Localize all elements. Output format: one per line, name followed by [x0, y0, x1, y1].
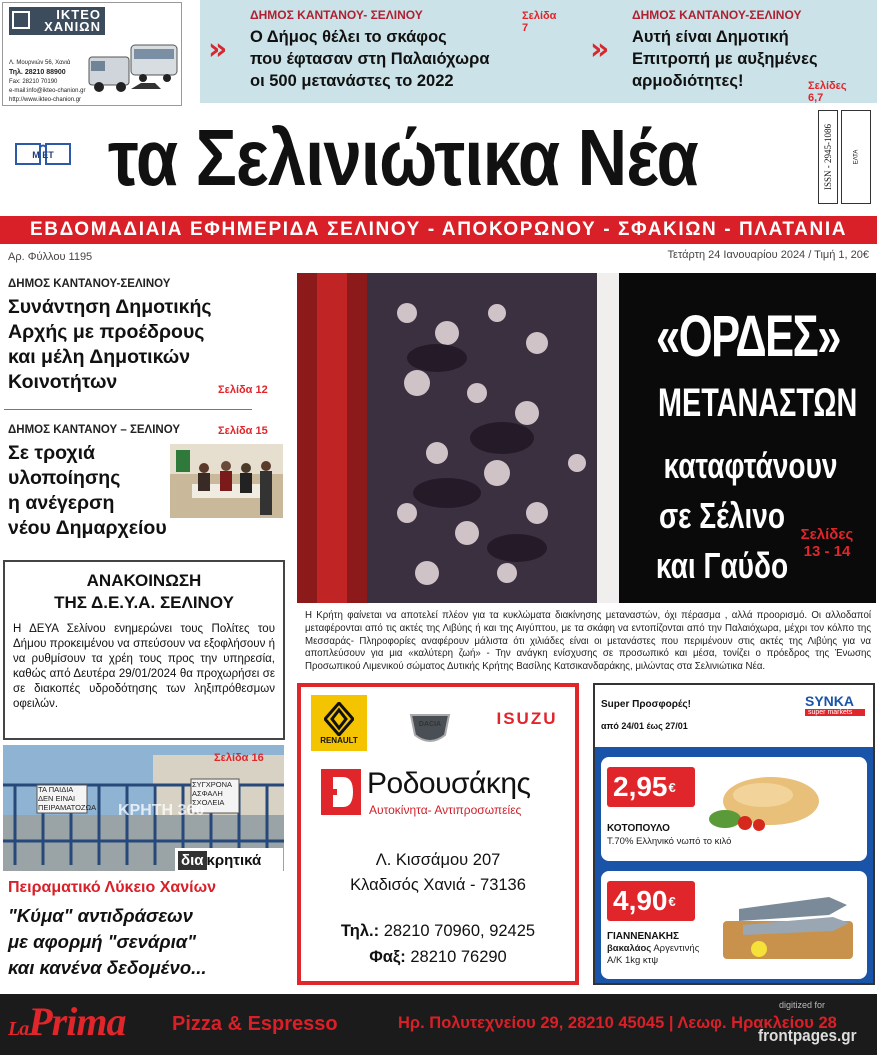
- dealer-address-line2: Κλαδισός Χανιά - 73136: [350, 876, 526, 894]
- tagline-bar: [0, 216, 877, 244]
- book-icon: [14, 141, 72, 167]
- story-3-headline-line3: και κανένα δεδομένο...: [8, 957, 207, 978]
- chevron-right-icon: »: [208, 32, 228, 67]
- synka-logo: [805, 693, 865, 715]
- ikteo-logo-mark-icon: [12, 11, 30, 29]
- hero-story[interactable]: [297, 273, 876, 603]
- digitized-label: digitized for: [779, 1000, 826, 1010]
- teaser-1[interactable]: [250, 8, 557, 92]
- issn-text: ISSN - 2945-1086: [823, 123, 834, 191]
- cod-price-value: 4,90: [613, 885, 668, 916]
- story-2-photo: [170, 444, 283, 518]
- teaser-2[interactable]: [632, 8, 847, 104]
- chevron-right-icon: »: [590, 32, 610, 67]
- hero-pages-number: 13 - 14: [803, 543, 851, 560]
- dealer-phone: [301, 919, 575, 943]
- ikteo-logo-line2: ΧΑΝΙΩΝ: [44, 19, 101, 34]
- hero-headline-3-line3: και Γαύδο: [655, 545, 789, 586]
- teaser-2-title-line3: αρμοδιότητες!: [632, 72, 744, 90]
- la-prima-address: Ηρ. Πολυτεχνείου 29, 28210 45045 | Λεωφ. Ηρακλείου 28: [398, 1014, 837, 1032]
- dealer-fax-label: Φαξ:: [369, 948, 406, 966]
- renault-logo: [311, 695, 367, 751]
- cod-description: [607, 943, 699, 954]
- renault-text: RENAULT: [320, 735, 358, 745]
- story-1-page: Σελίδα 12: [218, 384, 268, 396]
- chicken-description: Τ.70% Ελληνικό νωπό το κιλό: [607, 836, 732, 847]
- teaser-2-title-line2: Επιτροπή με αυξημένες: [632, 50, 818, 68]
- dealer-fax: [301, 945, 575, 969]
- chicken-price-currency: €: [668, 779, 676, 795]
- la-prima-advertisement: [0, 994, 877, 1055]
- issn-box: [818, 110, 838, 204]
- hero-pages: [787, 526, 867, 560]
- teaser-2-kicker: ΔΗΜΟΣ ΚΑΝΤΑΝΟΥ-ΣΕΛΙΝΟΥ: [632, 8, 802, 22]
- story-2-headline-line3: η ανέγερση: [8, 492, 115, 514]
- la-prima-logo-la: La: [8, 1018, 29, 1040]
- announcement-title: [13, 570, 275, 614]
- ikteo-address: Λ. Μουρνιών 56, Χανιά: [9, 60, 71, 66]
- tagline-text: ΕΒΔΟΜΑΔΙΑΙΑ ΕΦΗΜΕΡΙΔΑ ΣΕΛΙΝΟΥ - ΑΠΟΚΟΡΩΝΟΥ - ΣΦΑΚΙΩΝ - ΠΛΑΤΑΝΙΑ: [29, 219, 848, 240]
- announcement-title-line2: ΤΗΣ Δ.Ε.Υ.Α. ΣΕΛΙΝΟΥ: [54, 593, 234, 612]
- rodousakis-advertisement: [297, 683, 579, 985]
- dealer-fax-value: 28210 76290: [410, 948, 507, 966]
- cod-origin: Αργεντινής: [651, 943, 700, 954]
- teaser-2-title-line1: Αυτή είναι Δημοτική: [632, 28, 789, 46]
- ikteo-email: e-mail:info@ikteo-chanion.gr: [9, 88, 86, 94]
- story-1-headline-line1: Συνάντηση Δημοτικής: [8, 296, 212, 318]
- story-1-headline-line4: Κοινοτήτων: [8, 371, 118, 393]
- ikteo-logo-line1: ΙΚΤΕΟ: [56, 7, 101, 22]
- rodousakis-r-icon: [321, 769, 361, 815]
- truck-bus-icon: [87, 41, 179, 97]
- met-logo-text: Μ ΕΤ: [32, 150, 54, 160]
- ikteo-contact: [9, 59, 85, 105]
- photo-watermark: ΚΡΗΤΗ 360: [118, 802, 205, 819]
- met-logo: [14, 141, 72, 167]
- ikteo-phone: Τηλ. 28210 88900: [9, 69, 66, 76]
- teaser-1-title-line2: που έφτασαν στη Παλαιόχωρα: [250, 50, 490, 68]
- offer-chicken: [601, 757, 867, 861]
- dealer-subtitle: Αυτοκίνητα- Αντιπροσωπείες: [369, 803, 522, 817]
- frontpages-watermark: frontpages.gr: [758, 1026, 857, 1045]
- dealer-phone-value: 28210 70960, 92425: [383, 922, 536, 940]
- synka-dates: από 24/01 έως 27/01: [601, 721, 688, 731]
- ikteo-web: http://www.ikteo-chanion.gr: [9, 97, 82, 103]
- story-1-headline-line3: και μέλη Δημοτικών: [8, 346, 191, 368]
- chicken-name: ΚΟΤΟΠΟΥΛΟ: [607, 823, 670, 834]
- elta-postage-box: [841, 110, 871, 204]
- offer-cod: [601, 871, 867, 979]
- hero-pages-label: Σελίδες: [800, 526, 854, 543]
- story-1-kicker: ΔΗΜΟΣ ΚΑΝΤΑΝΟΥ-ΣΕΛΙΝΟΥ: [8, 278, 171, 290]
- dacia-logo: [401, 697, 459, 745]
- synka-offers-title: Super Προσφορές!: [601, 699, 691, 710]
- top-teasers: [200, 0, 877, 103]
- announcement-title-line1: ΑΝΑΚΟΙΝΩΣΗ: [86, 571, 202, 590]
- teaser-1-page: Σελίδα 7: [522, 10, 557, 34]
- teaser-2-page: Σελίδες 6,7: [808, 80, 847, 104]
- story-2-headline-line1: Σε τροχιά: [8, 442, 95, 464]
- dealer-address-line1: Λ. Κισσάμου 207: [375, 851, 501, 869]
- story-1-headline-line2: Αρχής με προέδρους: [8, 321, 205, 343]
- story-3-kicker: Πειραματικό Λύκειο Χανίων: [8, 879, 216, 896]
- story-2-kicker: ΔΗΜΟΣ ΚΑΝΤΑΝΟΥ – ΣΕΛΙΝΟΥ: [8, 424, 181, 436]
- story-3-headline-line2: με αφορμή "σενάρια": [8, 931, 196, 952]
- la-prima-logo-text: Prima: [28, 999, 126, 1044]
- cod-fish-icon: [719, 887, 859, 963]
- cod-price-currency: €: [668, 893, 676, 909]
- hero-headline-1: «ΟΡΔΕΣ»: [656, 304, 840, 369]
- cod-brand: ΓΙΑΝΝΕΝΑΚΗΣ: [607, 931, 680, 942]
- isuzu-logo: ISUZU: [496, 709, 558, 728]
- la-prima-logo: [8, 998, 125, 1045]
- hero-headline-2: ΜΕΤΑΝΑΣΤΩΝ: [658, 381, 858, 425]
- hero-headline-3-line1: καταφτάνουν: [663, 445, 838, 486]
- chicken-price: [607, 767, 695, 807]
- story-1[interactable]: [8, 278, 280, 395]
- pizza-espresso-text: Pizza & Espresso: [172, 1013, 338, 1035]
- teaser-1-kicker: ΔΗΜΟΣ ΚΑΝΤΑΝΟΥ- ΣΕΛΙΝΟΥ: [250, 8, 423, 22]
- cod-name: βακαλάος: [607, 943, 652, 954]
- teaser-1-title-line3: οι 500 μετανάστες το 2022: [250, 72, 454, 90]
- ikteo-logo: [9, 7, 105, 35]
- rodousakis-logo: [321, 769, 561, 819]
- announcement-body: Η ΔΕΥΑ Σελίνου ενημερώνει τους Πολίτες του Δήμου προκειμένου να σπεύσουν να εξοφλήσουν ή να ρυθμίσουν τα χρέη τους προς την υπηρεσία, καθώς από Δευτέρα 29/01/2024 θα προχωρήσει σε σε διακοπές υδροδότησης των ληξιπρόθεσμων οφειλών.: [13, 623, 275, 710]
- story-3-page: Σελίδα 16: [214, 752, 264, 764]
- chicken-icon: [705, 765, 835, 837]
- story-2-headline-line2: υλοποίησης: [8, 467, 121, 489]
- renault-diamond-icon: [324, 702, 354, 736]
- story-2-page: Σελίδα 15: [218, 425, 268, 437]
- cod-unit: Α/Κ 1kg κτψ: [607, 955, 659, 966]
- synka-logo-text: SYNKA: [805, 693, 855, 709]
- cod-price: [607, 881, 695, 921]
- protest-banner-2: ΣΥΓΧΡΟΝΑ ΑΣΦΑΛΗ ΣΧΟΛΕΙΑ: [192, 780, 232, 807]
- issue-number: Αρ. Φύλλου 1195: [8, 251, 93, 263]
- dacia-text: DACIA: [418, 720, 442, 728]
- deya-announcement: [3, 560, 285, 740]
- hero-migrant-boat-photo: [297, 273, 619, 603]
- dacia-shield-icon: [407, 711, 453, 745]
- source-logo-part2: κρητικά: [206, 851, 262, 869]
- date-price: Τετάρτη 24 Ιανουαρίου 2024 / Τιμή 1, 20€: [667, 249, 869, 261]
- source-logo-part1: δια: [178, 851, 207, 870]
- story-3-headline-line1: "Κύμα" αντιδράσεων: [8, 905, 193, 926]
- hero-headline-3-line2: σε Σέλινο: [658, 495, 786, 536]
- dealer-phone-label: Τηλ.:: [340, 922, 380, 940]
- chicken-price-value: 2,95: [613, 771, 668, 802]
- hero-caption: Η Κρήτη φαίνεται να αποτελεί πλέον για τα κυκλώματα διακίνησης μεταναστών, όχι πέρασμα , αλλά προορισμό. Οι αλλοδαποί μεταφέρονται από τις ακτές της Λιβύης ή και της Αιγύπτου, με τα σκάφη να εντοπίζονται από την Παλαιόχωρα, μέχρι τον κόλπο της Μεσσαράς- Πληροφορίες αναφέρουν μάλιστα ότι χιλιάδες είναι οι μετανάστες που περιμένουν στις ακτές της Λιβύης για να αποπλεύσουν για μια «καλύτερη ζωή» - Την ανάγκη ενίσχυσης σε προσωπικό και μέσα, τονίζει ο πρόεδρος της Ένωσης Προσωπικού Λιμενικού σώματος Δυτικής Κρήτης Βασίλης Κατσικανδαράκης, μιλώντας στα Σελινιώτικα Νέα.: [305, 610, 871, 673]
- protest-banner-1: ΤΑ ΠΑΙΔΙΑ ΔΕΝ ΕΙΝΑΙ ΠΕΙΡΑΜΑΤΟΖΩΑ: [38, 785, 97, 812]
- story-2-headline-line4: νέου Δημαρχείου: [8, 517, 167, 539]
- synka-logo-sub: super markets: [805, 709, 865, 716]
- ikteo-advertisement: [2, 2, 182, 106]
- dealer-name: Ροδουσάκης: [367, 767, 531, 800]
- elta-text: ΕΛΤΑ: [852, 149, 859, 165]
- story-3-headline[interactable]: [8, 903, 207, 981]
- divider: [4, 409, 252, 410]
- source-logo: [175, 848, 283, 872]
- synka-header: [595, 685, 873, 747]
- ikteo-fax: Fax: 28210 70190: [9, 79, 58, 85]
- teaser-1-title-line1: Ο Δήμος θέλει το σκάφος: [250, 28, 447, 46]
- synka-advertisement: [593, 683, 875, 985]
- newspaper-title: τα Σελινιώτικα Νέα: [108, 113, 698, 202]
